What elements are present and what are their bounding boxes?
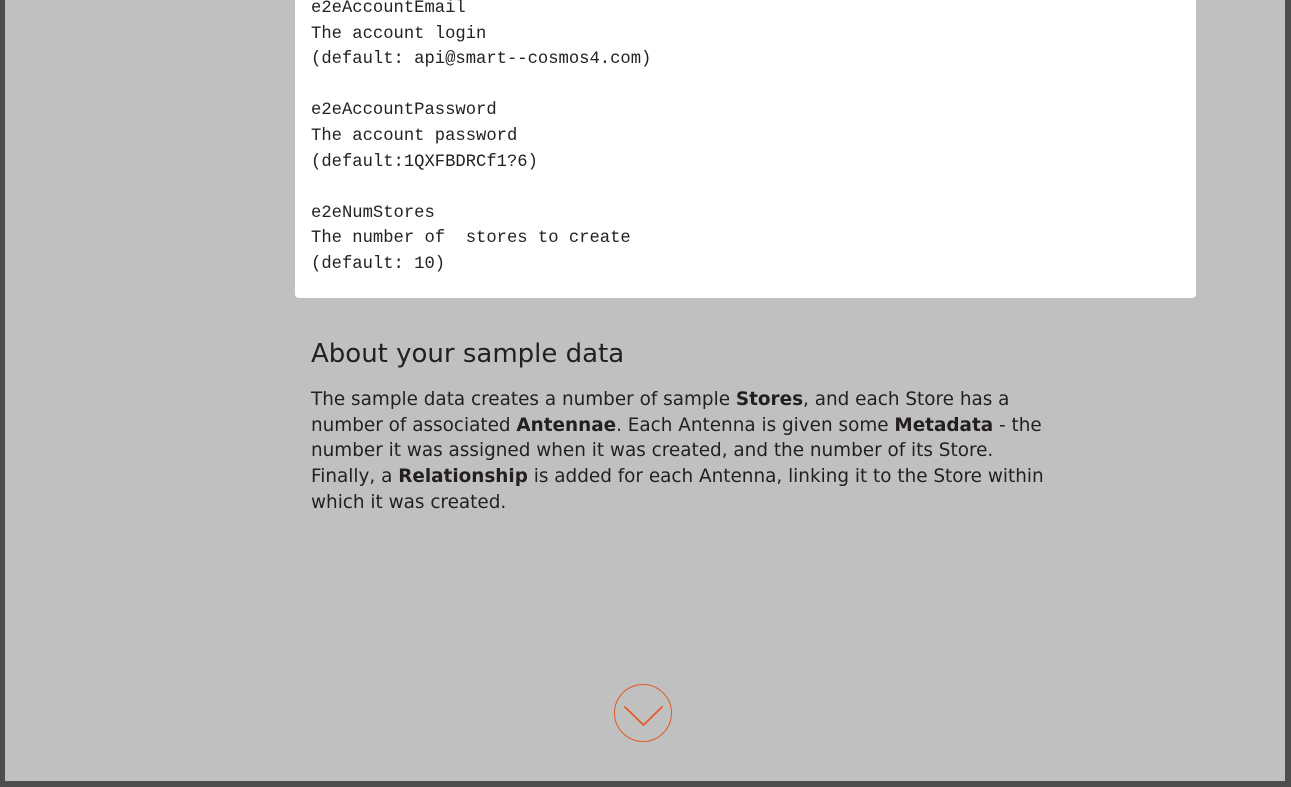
code-line-account-password-default: (default:1QXFBDRCf1?6) — [311, 152, 538, 172]
section-paragraph — [311, 387, 1051, 516]
chevron-down-icon — [615, 685, 673, 743]
code-line-num-stores-desc: The number of stores to create — [311, 229, 631, 249]
term-relationship: Relationship — [398, 466, 528, 488]
paragraph-text: The sample data creates a number of sample — [311, 389, 736, 410]
code-line-account-email-default: (default: api@smart--cosmos4.com) — [311, 50, 652, 70]
document-page — [5, 0, 1285, 781]
code-line-account-password-desc: The account password — [311, 126, 518, 146]
code-line-num-stores-default: (default: 10) — [311, 254, 446, 274]
config-code-block — [311, 0, 651, 278]
paragraph-text: is added for each Antenna, linking it to the Store within which it was created. — [311, 466, 1044, 513]
paragraph-text: . Each Antenna is given some — [616, 414, 895, 436]
code-line-account-email-desc: The account login — [311, 24, 487, 44]
code-line-account-password-key: e2eAccountPassword — [311, 101, 497, 121]
term-metadata: Metadata — [894, 414, 994, 436]
about-section — [311, 334, 1051, 516]
paragraph-text: - the number it was assigned when it was created, and the number of its Store. Finally, a — [311, 414, 1042, 488]
term-antennae: Antennae — [516, 414, 617, 436]
code-card — [295, 0, 1196, 298]
code-line-account-email-key: e2eAccountEmail — [311, 0, 466, 18]
term-stores: Stores — [735, 389, 804, 410]
scroll-down-button[interactable] — [614, 684, 672, 742]
paragraph-text: , and each Store has a number of associated — [311, 389, 1010, 436]
section-title: About your sample data — [311, 339, 625, 369]
code-line-num-stores-key: e2eNumStores — [311, 203, 435, 223]
